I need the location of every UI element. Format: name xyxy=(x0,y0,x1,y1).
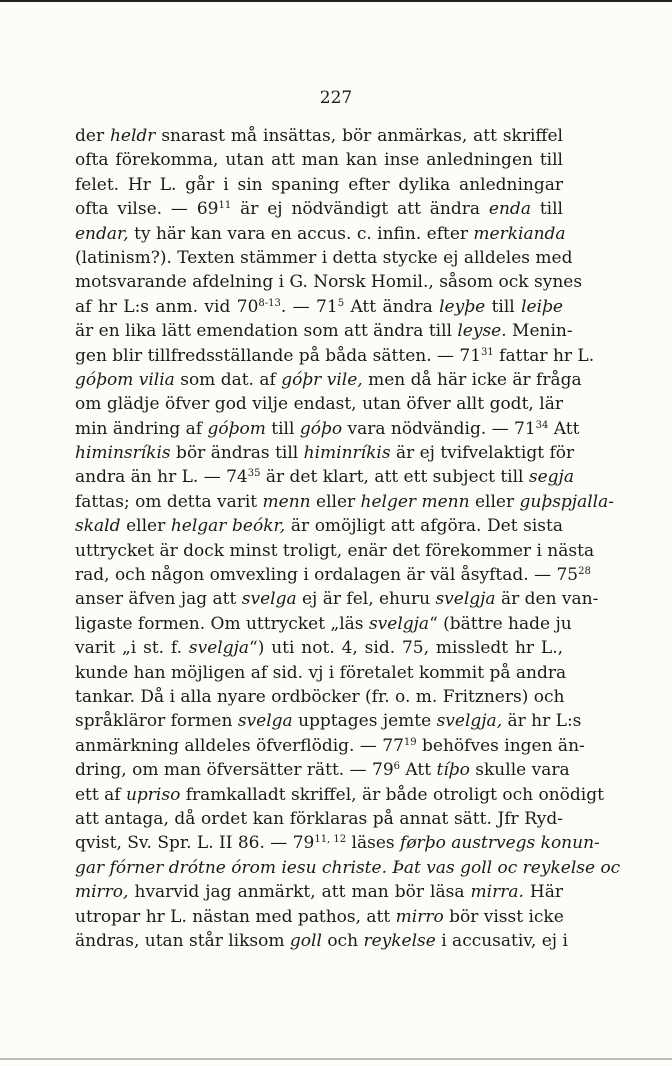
italic-term: heldr xyxy=(109,126,156,146)
italic-term: leyse. xyxy=(457,321,507,342)
text-run: kunde han möjligen af sid. vj i företalet kommit på andra xyxy=(75,662,567,683)
text-run: (latinism?). Texten stämmer i detta stycke ej alldeles med xyxy=(75,247,573,268)
text-run: tankar. Då i alla nyare ordböcker (fr. o. m. Fritzners) och xyxy=(75,686,565,707)
text-run: läses xyxy=(346,833,401,854)
italic-term: góþo xyxy=(299,418,343,439)
text-run: är den van- xyxy=(495,589,599,610)
italic-term: svelgja xyxy=(368,613,430,634)
italic-term: góþr vile, xyxy=(281,369,363,390)
text-line xyxy=(75,612,572,636)
text-run: bör visst icke xyxy=(443,906,564,927)
text-run: anser äfven jag att xyxy=(75,589,242,610)
text-run: felet. Hr L. går i sin spaning efter dylika anledningar xyxy=(75,174,563,195)
text-run: som dat. af xyxy=(174,369,282,390)
text-line xyxy=(75,929,568,953)
note-reference: 5 xyxy=(337,297,345,309)
italic-term: svelgja, xyxy=(436,711,503,732)
italic-term: helgar beókr, xyxy=(170,516,286,537)
text-run: fattar hr L. xyxy=(493,345,595,366)
note-reference: 11 xyxy=(218,200,232,212)
text-run: . — 71 xyxy=(280,296,338,317)
note-reference: 11, 12 xyxy=(314,834,347,846)
text-run: Menin- xyxy=(506,321,573,342)
text-line xyxy=(75,783,604,807)
text-run: ej är fel, ehuru xyxy=(296,589,436,610)
italic-term: góþom vilia xyxy=(75,369,175,390)
text-line xyxy=(75,490,614,514)
text-run: Att ändra xyxy=(344,296,440,317)
text-run: gen blir tillfredsställande på båda sätten. — 71 xyxy=(75,345,482,366)
text-line xyxy=(75,465,574,489)
text-line xyxy=(75,197,563,221)
text-run: är ej tvifvelaktigt för xyxy=(390,443,575,464)
text-run: eller xyxy=(469,491,520,512)
note-reference: 8-13 xyxy=(258,297,281,309)
italic-term: mirro, xyxy=(75,882,129,903)
text-run: utropar hr L. nästan med pathos, att xyxy=(75,906,396,927)
italic-term: merkianda xyxy=(473,223,566,244)
text-line xyxy=(75,831,600,855)
italic-term: mirro xyxy=(395,906,444,927)
text-run: motsvarande afdelning i G. Norsk Homil., såsom ock synes xyxy=(75,272,583,293)
italic-term: førþo austrvegs konun- xyxy=(400,833,600,854)
italic-term: svelgja xyxy=(188,638,250,659)
italic-term: svelgja xyxy=(435,589,496,610)
italic-term: gar fórner drótne órom iesu christe. Þat vas goll oc reykelse oc xyxy=(75,857,621,878)
text-line xyxy=(75,856,621,880)
text-line xyxy=(75,295,563,319)
text-run: der xyxy=(75,126,110,146)
italic-term: menn xyxy=(262,491,311,512)
text-line xyxy=(75,905,563,929)
text-run: språkläror formen xyxy=(75,711,238,732)
bottom-rule xyxy=(0,1058,672,1060)
text-run: är en lika lätt emendation som att ändra till xyxy=(75,321,458,342)
text-line xyxy=(75,880,563,904)
page-number: 227 xyxy=(319,88,353,108)
text-run: qvist, Sv. Spr. L. II 86. — 79 xyxy=(75,833,315,854)
top-rule xyxy=(0,0,672,2)
italic-term: himinsríkis xyxy=(75,443,171,464)
text-run: dring, om man öfversätter rätt. — 79 xyxy=(75,760,394,781)
italic-term: reykelse xyxy=(363,930,436,951)
text-run: bör ändras till xyxy=(170,443,304,464)
text-run: i accusativ, ej i xyxy=(435,930,568,951)
italic-term: enda xyxy=(488,199,531,220)
note-reference: 34 xyxy=(535,419,549,431)
text-run: är det klart, att ett subject till xyxy=(260,467,529,488)
text-run: ett af xyxy=(75,784,126,805)
note-reference: 19 xyxy=(403,736,417,748)
text-run: ligaste formen. Om uttrycket „läs xyxy=(75,613,369,634)
text-line xyxy=(75,807,563,831)
italic-term: endar, xyxy=(75,223,129,244)
text-run: till xyxy=(485,296,522,317)
text-line xyxy=(75,709,582,733)
text-line xyxy=(75,344,595,368)
text-line xyxy=(75,758,570,782)
text-run: är omöjligt att afgöra. Det sista xyxy=(285,516,564,537)
text-run: till xyxy=(265,418,300,439)
italic-term: góþom xyxy=(207,418,266,439)
text-run: ty här kan vara en accus. c. infin. efter xyxy=(128,223,474,244)
text-run: rad, och någon omvexling i ordalagen är väl åsyftad. — 75 xyxy=(75,565,579,586)
text-run: “ (bättre hade ju xyxy=(429,613,572,634)
text-line xyxy=(75,148,563,172)
text-line xyxy=(75,222,566,246)
text-run: “) uti not. 4, sid. 75, missledt hr L., xyxy=(249,638,564,659)
text-run: af hr L:s anm. vid 70 xyxy=(75,296,259,317)
italic-term: guþspjalla- xyxy=(519,491,614,512)
text-line xyxy=(75,734,585,758)
text-run: ofta förekomma, utan att man kan inse anledningen till xyxy=(75,150,563,171)
body-text xyxy=(75,124,621,953)
text-line xyxy=(75,587,599,611)
italic-term: skald xyxy=(75,516,121,537)
text-line xyxy=(75,661,567,685)
text-run: anmärkning alldeles öfverflödig. — 77 xyxy=(75,735,404,756)
text-run: hvarvid jag anmärkt, att man bör läsa xyxy=(128,882,471,903)
italic-term: tíþo xyxy=(436,760,470,781)
note-reference: 31 xyxy=(481,346,494,358)
text-run: Att xyxy=(400,760,437,781)
text-run: skulle vara xyxy=(469,760,570,781)
text-run: fattas; om detta varit xyxy=(75,491,263,512)
text-run: men då här icke är fråga xyxy=(362,369,582,390)
text-run: ofta vilse. — 69 xyxy=(75,199,219,220)
note-reference: 28 xyxy=(578,566,591,578)
text-run: Här xyxy=(523,882,564,903)
italic-term: leyþe xyxy=(439,296,486,317)
text-line xyxy=(75,319,573,343)
text-line xyxy=(75,368,582,392)
text-line xyxy=(75,124,563,148)
text-run: är ej nödvändigt att ändra xyxy=(231,199,489,220)
italic-term: himinríkis xyxy=(303,443,391,464)
italic-term: svelga xyxy=(241,589,297,610)
text-line xyxy=(75,539,595,563)
italic-term: helger menn xyxy=(360,491,470,512)
text-run: ändras, utan står liksom xyxy=(75,930,290,951)
text-run: varit „i st. f. xyxy=(75,638,189,659)
note-reference: 6 xyxy=(393,761,401,773)
text-run: snarast må insättas, bör anmärkas, att skriffel xyxy=(155,126,563,146)
text-line xyxy=(75,392,563,416)
text-run: uttrycket är dock minst troligt, enär det förekommer i nästa xyxy=(75,540,595,561)
text-run: att antaga, då ordet kan förklaras på annat sätt. Jfr Ryd- xyxy=(75,808,563,829)
text-run: behöfves ingen än- xyxy=(416,735,585,756)
text-line xyxy=(75,685,563,709)
text-run: min ändring af xyxy=(75,418,208,439)
text-run: till xyxy=(530,199,563,220)
italic-term: leiþe xyxy=(521,296,563,317)
italic-term: segja xyxy=(528,467,574,488)
text-run: om glädje öfver god vilje endast, utan öfver allt godt, lär xyxy=(75,394,563,415)
text-line xyxy=(75,246,573,270)
text-run: är hr L:s xyxy=(502,711,582,732)
text-line xyxy=(75,514,563,538)
text-run: upptages jemte xyxy=(292,711,437,732)
text-line xyxy=(75,173,563,197)
note-reference: 35 xyxy=(247,468,261,480)
text-run: framkalladt skriffel, är både otroligt och onödigt xyxy=(180,784,604,805)
text-line xyxy=(75,636,563,660)
text-run: eller xyxy=(310,491,361,512)
text-run: Att xyxy=(548,418,580,439)
italic-term: mirra. xyxy=(470,882,524,903)
text-line xyxy=(75,417,580,441)
italic-term: goll xyxy=(289,930,322,951)
text-run: och xyxy=(321,930,364,951)
text-run: eller xyxy=(120,516,171,537)
text-run: vara nödvändig. — 71 xyxy=(342,418,536,439)
text-line xyxy=(75,441,575,465)
italic-term: upriso xyxy=(125,784,181,805)
italic-term: svelga xyxy=(237,711,293,732)
text-line xyxy=(75,563,591,587)
text-run: andra än hr L. — 74 xyxy=(75,467,248,488)
text-line xyxy=(75,270,583,294)
